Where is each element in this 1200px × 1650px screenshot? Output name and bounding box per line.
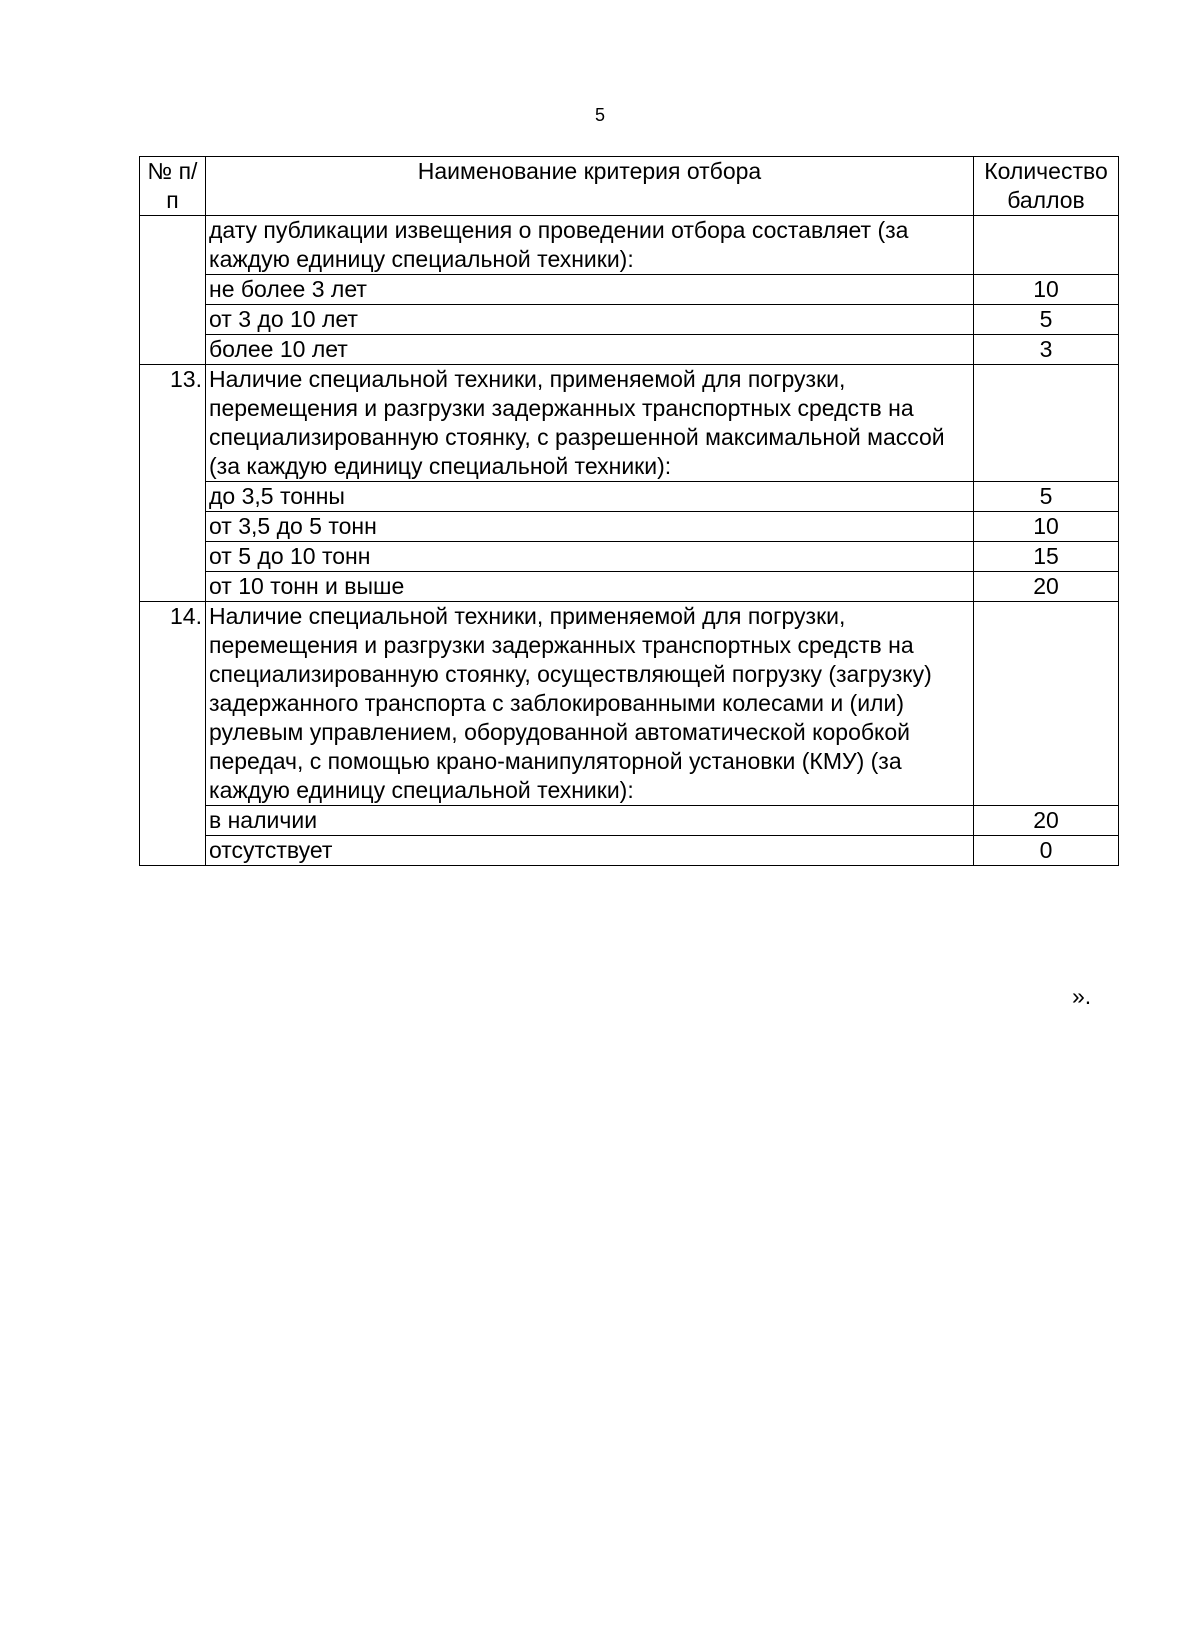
option-score: 3 <box>974 335 1119 365</box>
criterion-intro: Наличие специальной техники, применяемой для погрузки, перемещения и разгрузки задержанных транспортных средств на специализированную стоянку, осуществляющей погрузку (загрузку) задержанного транспорта с заблокированными колесами и (или) рулевым управлением, оборудованной автоматической коробкой передач, с помощью крано-манипуляторной установки (КМУ) (за каждую единицу специальной техники): <box>206 602 974 806</box>
table-row <box>140 542 1119 572</box>
table-row <box>140 335 1119 365</box>
table-row <box>140 275 1119 305</box>
table-row <box>140 482 1119 512</box>
table-row <box>140 365 1119 482</box>
row-number-cell <box>140 216 206 365</box>
option-label: до 3,5 тонны <box>206 482 974 512</box>
score-cell <box>974 365 1119 482</box>
row-number-cell: 13. <box>140 365 206 602</box>
option-score: 5 <box>974 305 1119 335</box>
closing-quote: ». <box>1072 983 1092 1009</box>
criteria-table <box>139 156 1119 866</box>
table-row <box>140 512 1119 542</box>
option-label: не более 3 лет <box>206 275 974 305</box>
header-score: Количество баллов <box>974 157 1119 216</box>
option-score: 10 <box>974 512 1119 542</box>
option-score: 5 <box>974 482 1119 512</box>
option-score: 10 <box>974 275 1119 305</box>
criterion-intro: дату публикации извещения о проведении отбора составляет (за каждую единицу специальной техники): <box>206 216 974 275</box>
score-cell <box>974 602 1119 806</box>
option-score: 20 <box>974 806 1119 836</box>
header-number: № п/п <box>140 157 206 216</box>
option-score: 0 <box>974 836 1119 866</box>
header-criterion-name: Наименование критерия отбора <box>206 157 974 216</box>
table-row <box>140 836 1119 866</box>
table-row <box>140 806 1119 836</box>
score-cell <box>974 216 1119 275</box>
table-row <box>140 216 1119 275</box>
option-label: отсутствует <box>206 836 974 866</box>
row-number-cell: 14. <box>140 602 206 866</box>
table-row <box>140 602 1119 806</box>
option-label: от 10 тонн и выше <box>206 572 974 602</box>
option-label: в наличии <box>206 806 974 836</box>
option-score: 20 <box>974 572 1119 602</box>
criterion-intro: Наличие специальной техники, применяемой для погрузки, перемещения и разгрузки задержанных транспортных средств на специализированную стоянку, с разрешенной максимальной массой (за каждую единицу специальной техники): <box>206 365 974 482</box>
option-label: от 3,5 до 5 тонн <box>206 512 974 542</box>
option-label: от 5 до 10 тонн <box>206 542 974 572</box>
table-row <box>140 305 1119 335</box>
table-header-row <box>140 157 1119 216</box>
table-row <box>140 572 1119 602</box>
option-score: 15 <box>974 542 1119 572</box>
page-number: 5 <box>594 105 605 125</box>
option-label: от 3 до 10 лет <box>206 305 974 335</box>
option-label: более 10 лет <box>206 335 974 365</box>
